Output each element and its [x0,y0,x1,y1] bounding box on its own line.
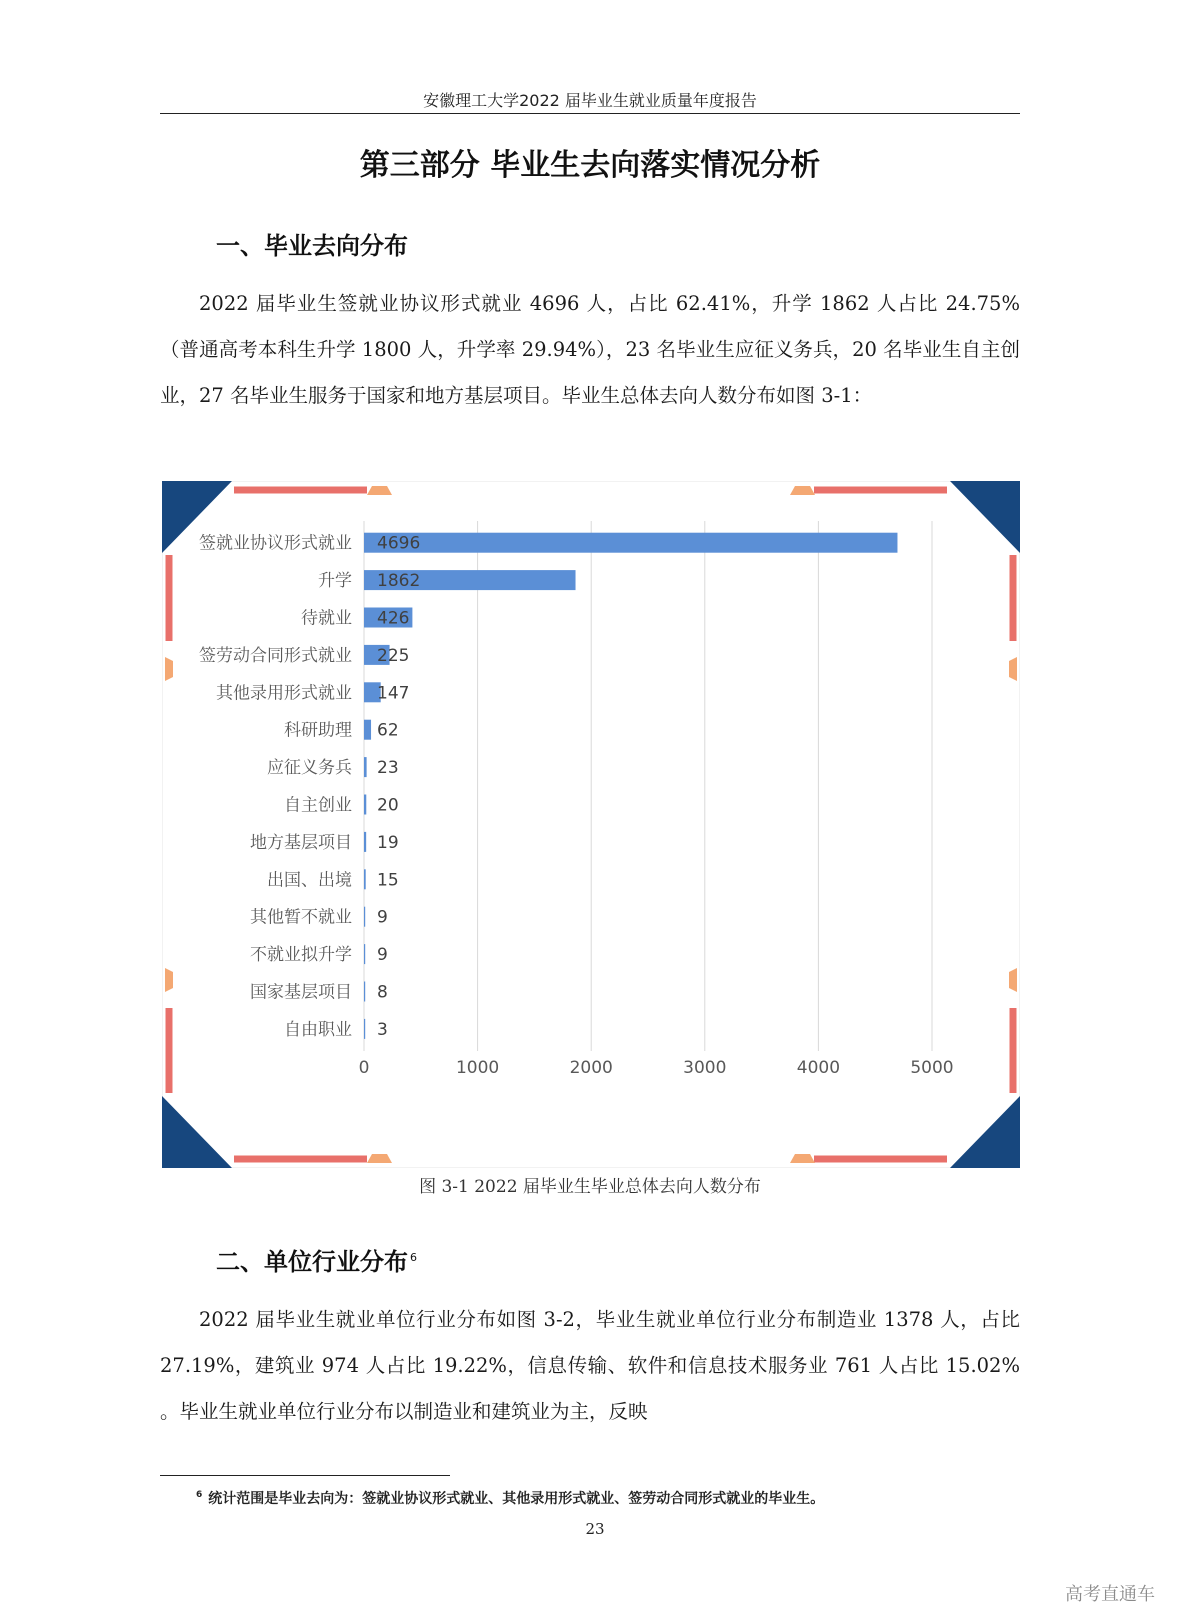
category-label: 其他录用形式就业 [216,683,352,704]
x-tick-label: 2000 [569,1058,613,1078]
watermark: 高考直通车 [1065,1584,1155,1605]
x-tick-label: 3000 [683,1058,727,1078]
bar-chart [162,481,1020,1168]
bar-12 [364,982,365,1002]
data-label: 62 [377,720,399,741]
bar-8 [364,832,366,852]
data-label: 147 [377,683,410,704]
data-label: 8 [377,982,388,1003]
footnote [196,1488,824,1508]
category-label: 国家基层项目 [250,982,352,1003]
category-label: 应征义务兵 [267,758,352,779]
category-label: 签劳动合同形式就业 [199,645,352,666]
x-tick-label: 1000 [455,1058,500,1078]
bar-5 [364,720,371,740]
category-label: 不就业拟升学 [250,945,352,966]
x-tick-label: 0 [358,1058,370,1078]
bar-10 [364,907,365,927]
bar-0 [364,533,897,553]
data-label: 426 [377,608,410,629]
category-label: 自主创业 [284,795,352,816]
figure-caption: 图 3-1 2022 届毕业生毕业总体去向人数分布 [419,1177,761,1197]
category-label: 待就业 [301,608,352,629]
category-label: 自由职业 [284,1019,352,1040]
data-label: 225 [377,645,410,666]
footnote-mark: 6 [196,1490,203,1501]
page-number: 23 [585,1520,605,1538]
bar-13 [364,1019,365,1039]
footnote-reference: 6 [410,1251,417,1264]
running-header: 安徽理工大学2022 届毕业生就业质量年度报告 [423,91,757,110]
figure-3-1 [162,481,1020,1168]
footnote-rule [160,1475,450,1476]
data-label: 23 [377,758,399,779]
frame-accent-right-upper [1009,657,1017,681]
data-label: 3 [377,1019,388,1040]
category-label: 其他暂不就业 [250,907,352,928]
x-tick-label: 4000 [796,1058,841,1078]
footnote-text: 统计范围是毕业去向为：签就业协议形式就业、其他录用形式就业、签劳动合同形式就业的毕业生。 [208,1491,825,1507]
data-label: 4696 [377,533,421,554]
category-label: 签就业协议形式就业 [199,533,352,554]
data-label: 9 [377,907,388,928]
part-title: 第三部分 毕业生去向落实情况分析 [359,148,821,183]
bar-9 [364,869,366,889]
section-heading-1: 一、毕业去向分布 [216,232,408,260]
data-label: 19 [377,832,399,853]
section2-heading-text: 二、单位行业分布 [216,1248,408,1276]
header-rule [160,113,1020,114]
category-label: 科研助理 [284,720,352,741]
section1-paragraph: 2022 届毕业生签就业协议形式就业 4696 人，占比 62.41%，升学 1862 人占比 24.75%（普通高考本科生升学 1800 人，升学率 29.94%），23 名毕业生应征义务兵，20 名毕业生自主创业，27 名毕业生服务于国家和地方基层项目。毕业生总体去向人数分布如图 3-1： [160,292,1020,407]
bar-11 [364,944,365,964]
bar-6 [364,757,367,777]
data-label: 1862 [377,571,421,592]
data-label: 20 [377,795,399,816]
section-heading-2 [216,1242,417,1277]
bar-7 [364,795,366,815]
frame-accent-left-upper [165,657,173,681]
section2-paragraph: 2022 届毕业生就业单位行业分布如图 3-2，毕业生就业单位行业分布制造业 1378 人，占比 27.19%，建筑业 974 人占比 19.22%，信息传输、软件和信息技术服务业 761 人占比 15.02% 。毕业生就业单位行业分布以制造业和建筑业为主，反映 [160,1308,1020,1423]
data-label: 15 [377,870,399,891]
x-tick-label: 5000 [910,1058,954,1078]
data-label: 9 [377,945,388,966]
category-label: 升学 [318,571,352,592]
frame-accent-left-lower [165,968,173,992]
frame-accent-right-lower [1009,968,1017,992]
category-label: 出国、出境 [267,870,352,891]
category-label: 地方基层项目 [250,832,352,853]
